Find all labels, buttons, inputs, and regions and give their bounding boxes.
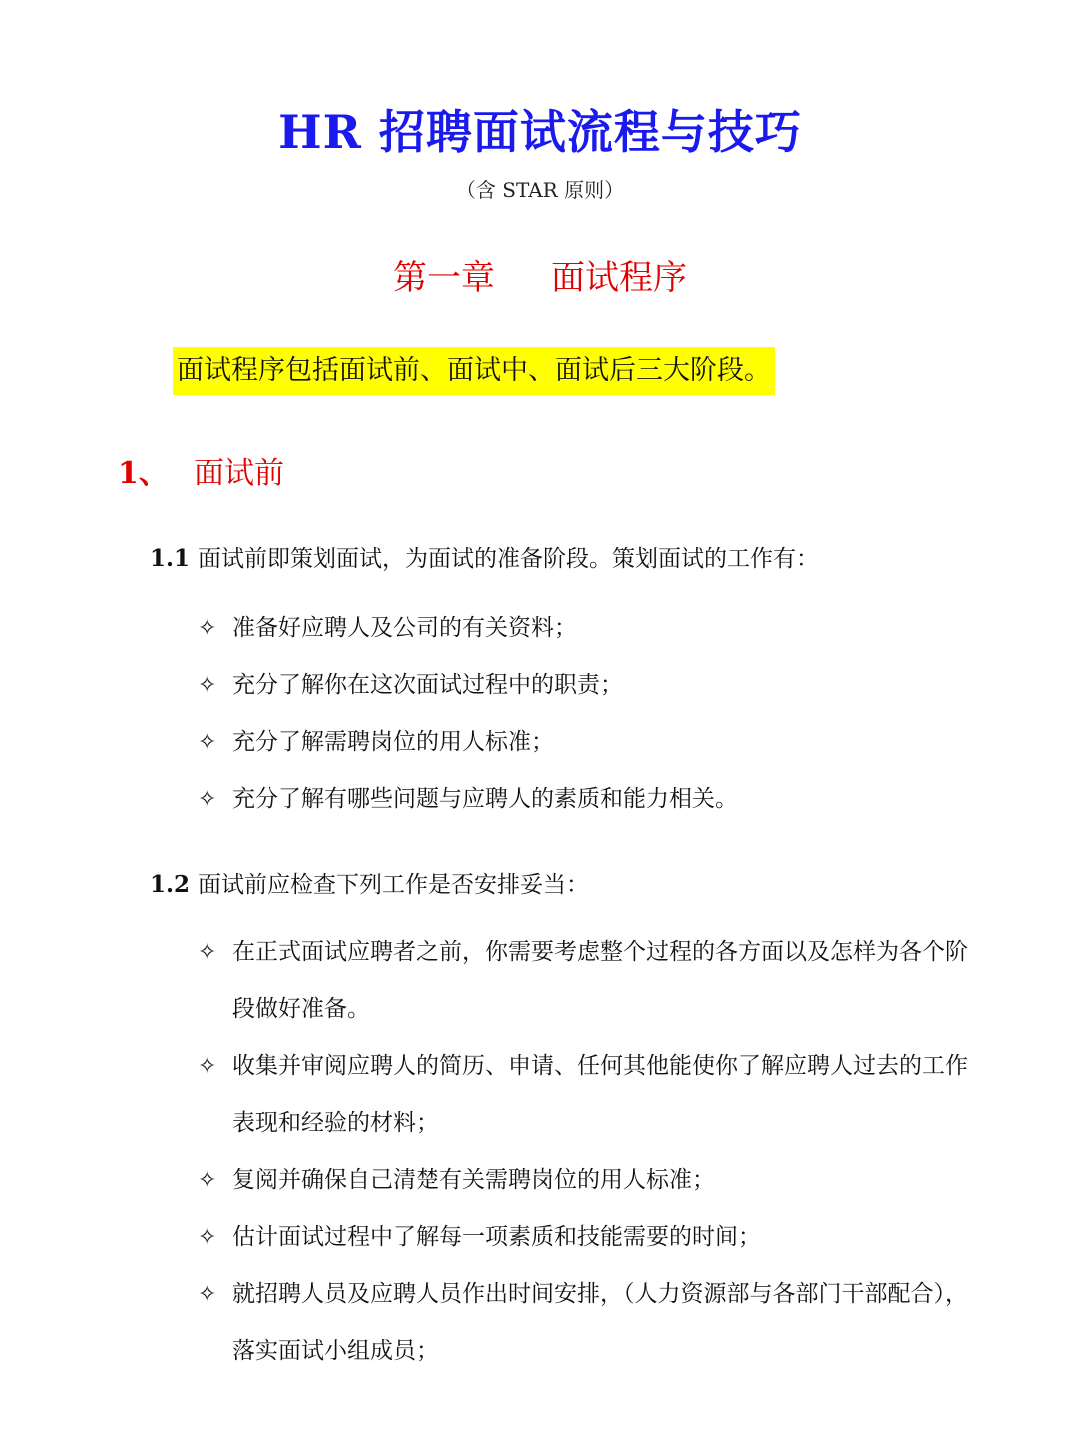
list-item: ✧ 充分了解需聘岗位的用人标准； — [198, 714, 968, 771]
four-pointed-star-outline-icon: ✧ — [198, 1054, 217, 1079]
four-pointed-star-outline-icon: ✧ — [198, 616, 217, 641]
chapter-heading — [0, 250, 1080, 299]
subsection-number: 1.1 — [150, 545, 191, 572]
section-heading — [118, 448, 284, 492]
document-title: HR 招聘面试流程与技巧 — [278, 105, 802, 159]
list-item: ✧ 准备好应聘人及公司的有关资料； — [198, 600, 968, 657]
list-item: ✧ 收集并审阅应聘人的简历、申请、任何其他能使你了解应聘人过去的工作表现和经验的材料； — [198, 1038, 968, 1152]
section-title: 面试前 — [194, 456, 284, 491]
highlighted-summary: 面试程序包括面试前、面试中、面试后三大阶段。 — [173, 347, 775, 395]
document-subtitle: （含 STAR 原则） — [455, 178, 625, 202]
chapter-number: 第一章 — [393, 258, 495, 298]
list-item: ✧ 复阅并确保自己清楚有关需聘岗位的用人标准； — [198, 1152, 968, 1209]
four-pointed-star-outline-icon: ✧ — [198, 673, 217, 698]
section-number: 1、 — [118, 456, 169, 491]
four-pointed-star-outline-icon: ✧ — [198, 1282, 217, 1307]
four-pointed-star-outline-icon: ✧ — [198, 940, 217, 965]
subsection-heading — [150, 540, 819, 573]
subsection-number: 1.2 — [150, 871, 191, 898]
bullet-list — [198, 600, 968, 828]
subsection-title: 面试前即策划面试，为面试的准备阶段。策划面试的工作有： — [198, 546, 819, 572]
list-item: ✧ 充分了解你在这次面试过程中的职责； — [198, 657, 968, 714]
four-pointed-star-outline-icon: ✧ — [198, 1225, 217, 1250]
four-pointed-star-outline-icon: ✧ — [198, 1168, 217, 1193]
list-item: ✧ 估计面试过程中了解每一项素质和技能需要的时间； — [198, 1209, 968, 1266]
subsection-heading — [150, 866, 589, 899]
chapter-title: 面试程序 — [551, 258, 687, 298]
list-item: ✧ 在正式面试应聘者之前，你需要考虑整个过程的各方面以及怎样为各个阶段做好准备。 — [198, 924, 968, 1038]
subsection-title: 面试前应检查下列工作是否安排妥当： — [198, 872, 589, 898]
list-item: ✧ 充分了解有哪些问题与应聘人的素质和能力相关。 — [198, 771, 968, 828]
bullet-list — [198, 924, 968, 1380]
list-item: ✧ 就招聘人员及应聘人员作出时间安排，（人力资源部与各部门干部配合），落实面试小组成员； — [198, 1266, 968, 1380]
four-pointed-star-outline-icon: ✧ — [198, 787, 217, 812]
four-pointed-star-outline-icon: ✧ — [198, 730, 217, 755]
